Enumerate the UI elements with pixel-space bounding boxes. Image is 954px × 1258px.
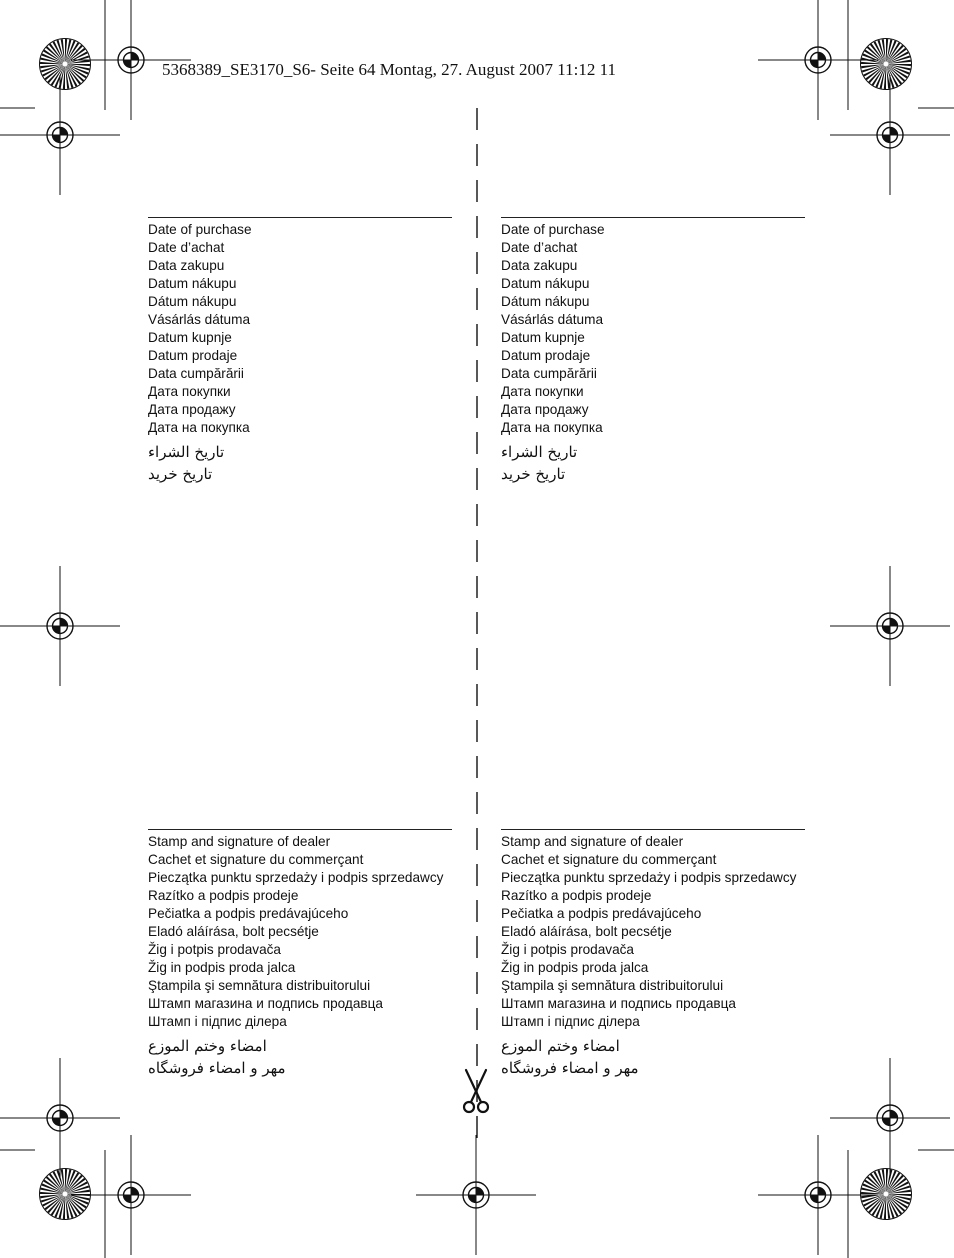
label-line: Eladó aláírása, bolt pecsétje xyxy=(148,924,319,939)
label-line: Date of purchase xyxy=(501,222,605,237)
label-line: Штамп магазина и подпись продавца xyxy=(501,996,736,1011)
label-line: Дата покупки xyxy=(501,384,584,399)
label-line: Dátum nákupu xyxy=(148,294,237,309)
registration-crosshair-icon xyxy=(0,75,120,195)
farsi-label-line: مهر و امضاء فروشگاه xyxy=(501,1059,639,1077)
label-line: Žig in podpis proda jalca xyxy=(148,960,296,975)
label-line: Stamp and signature of dealer xyxy=(501,834,684,849)
label-line: Date of purchase xyxy=(148,222,252,237)
stamp-entry-line xyxy=(501,829,805,830)
dealer-stamp-block-left xyxy=(148,829,452,1079)
purchase-date-labels xyxy=(148,221,452,437)
label-line: Pieczątka punktu sprzedaży i podpis sprzedawcy xyxy=(501,870,797,885)
label-line: Datum prodaje xyxy=(501,348,591,363)
label-line: Data zakupu xyxy=(501,258,578,273)
label-line: Pečiatka a podpis predávajúceho xyxy=(501,906,702,921)
arabic-label-line: تاريخ الشراء xyxy=(501,443,578,461)
registration-crosshair-icon xyxy=(830,566,950,686)
label-line: Pieczątka punktu sprzedaży i podpis sprzedawcy xyxy=(148,870,444,885)
arabic-label-line: تاريخ الشراء xyxy=(148,443,225,461)
label-line: Stamp and signature of dealer xyxy=(148,834,331,849)
label-line: Datum nákupu xyxy=(148,276,237,291)
starburst-target-icon xyxy=(40,39,91,90)
purchase-date-labels xyxy=(501,221,805,437)
scissors-icon xyxy=(462,1068,490,1116)
print-slug-header: 5368389_SE3170_S6- Seite 64 Montag, 27. August 2007 11:12 11 xyxy=(162,60,616,79)
label-line: Žig in podpis proda jalca xyxy=(501,960,649,975)
label-line: Дата на покупка xyxy=(501,420,603,435)
dealer-stamp-block-right xyxy=(501,829,805,1079)
arabic-label-line: امضاء وختم الموزع xyxy=(501,1037,620,1055)
label-line: Eladó aláírása, bolt pecsétje xyxy=(501,924,672,939)
label-line: Штамп магазина и подпись продавца xyxy=(148,996,383,1011)
dealer-stamp-labels xyxy=(148,833,452,1031)
label-line: Штамп і підпис ділера xyxy=(501,1014,640,1029)
label-line: Дата покупки xyxy=(148,384,231,399)
farsi-label-line: مهر و امضاء فروشگاه xyxy=(148,1059,286,1077)
arabic-labels xyxy=(148,1035,452,1079)
label-line: Žig i potpis prodavača xyxy=(148,942,281,957)
label-line: Vásárlás dátuma xyxy=(148,312,251,327)
registration-crosshair-icon xyxy=(758,0,878,120)
label-line: Datum nákupu xyxy=(501,276,590,291)
label-line: Ştampila şi semnătura distribuitorului xyxy=(501,978,724,993)
farsi-label-line: تاريخ خريد xyxy=(501,465,566,483)
starburst-target-icon xyxy=(40,1169,91,1220)
label-line: Vásárlás dátuma xyxy=(501,312,604,327)
label-line: Data zakupu xyxy=(148,258,225,273)
arabic-labels xyxy=(148,441,452,485)
label-line: Žig i potpis prodavača xyxy=(501,942,634,957)
label-line: Razítko a podpis prodeje xyxy=(148,888,299,903)
label-line: Cachet et signature du commerçant xyxy=(148,852,364,867)
label-line: Дата на покупка xyxy=(148,420,250,435)
farsi-label-line: تاريخ خريد xyxy=(148,465,213,483)
dealer-stamp-labels xyxy=(501,833,805,1031)
label-line: Datum prodaje xyxy=(148,348,238,363)
label-line: Datum kupnje xyxy=(501,330,585,345)
arabic-label-line: امضاء وختم الموزع xyxy=(148,1037,267,1055)
label-line: Штамп і підпис ділера xyxy=(148,1014,287,1029)
registration-crosshair-icon xyxy=(0,566,120,686)
arabic-labels xyxy=(501,1035,805,1079)
purchase-date-block-right xyxy=(501,217,805,485)
label-line: Date d’achat xyxy=(501,240,578,255)
date-entry-line xyxy=(148,217,452,218)
label-line: Date d’achat xyxy=(148,240,225,255)
registration-crosshair-icon xyxy=(71,1135,191,1255)
stamp-entry-line xyxy=(148,829,452,830)
arabic-labels xyxy=(501,441,805,485)
registration-crosshair-icon xyxy=(416,1135,536,1255)
starburst-target-icon xyxy=(861,1169,912,1220)
registration-crosshair-icon xyxy=(758,1135,878,1255)
label-line: Ştampila şi semnătura distribuitorului xyxy=(148,978,371,993)
label-line: Dátum nákupu xyxy=(501,294,590,309)
label-line: Cachet et signature du commerçant xyxy=(501,852,717,867)
label-line: Pečiatka a podpis predávajúceho xyxy=(148,906,349,921)
registration-crosshair-icon xyxy=(0,1058,120,1178)
date-entry-line xyxy=(501,217,805,218)
label-line: Razítko a podpis prodeje xyxy=(501,888,652,903)
label-line: Datum kupnje xyxy=(148,330,232,345)
purchase-date-block-left xyxy=(148,217,452,485)
label-line: Data cumpărării xyxy=(501,366,597,381)
label-line: Дата продажу xyxy=(501,402,589,417)
label-line: Data cumpărării xyxy=(148,366,244,381)
label-line: Дата продажу xyxy=(148,402,236,417)
starburst-target-icon xyxy=(861,39,912,90)
